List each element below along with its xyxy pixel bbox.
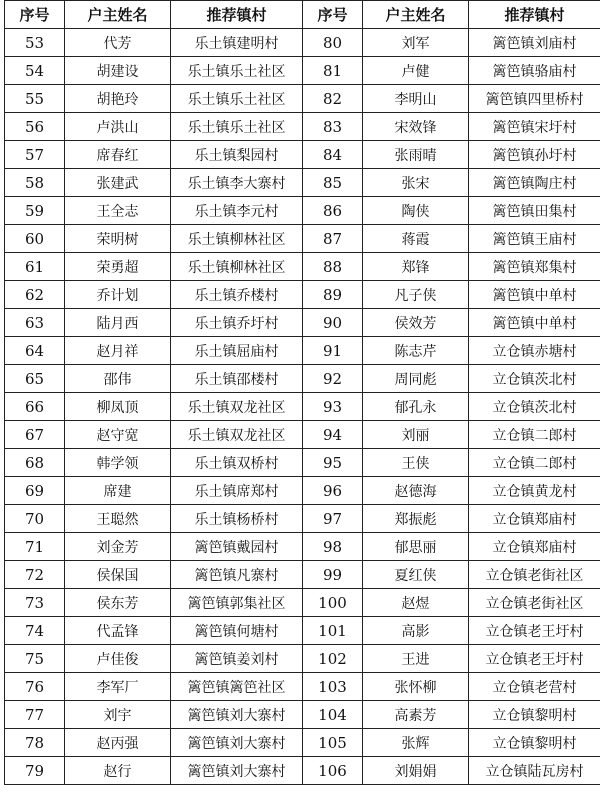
householder-name-cell: 高素芳	[363, 701, 469, 729]
town-village-cell: 篱笆镇中单村	[469, 281, 600, 309]
householder-name-cell: 赵德海	[363, 477, 469, 505]
town-village-cell: 乐土镇柳林社区	[171, 253, 303, 281]
householder-name-cell: 刘宇	[65, 701, 171, 729]
town-village-cell: 篱笆镇郑集村	[469, 253, 600, 281]
table-row	[5, 225, 600, 253]
town-village-cell: 乐土镇双龙社区	[171, 421, 303, 449]
serial-cell: 67	[5, 421, 65, 449]
town-village-cell: 篱笆镇刘庙村	[469, 29, 600, 57]
town-village-cell: 乐土镇杨桥村	[171, 505, 303, 533]
serial-cell: 75	[5, 645, 65, 673]
serial-cell: 73	[5, 589, 65, 617]
town-village-cell: 篱笆镇王庙村	[469, 225, 600, 253]
serial-cell: 68	[5, 449, 65, 477]
householder-name-cell: 周同彪	[363, 365, 469, 393]
town-village-cell: 篱笆镇陶庄村	[469, 169, 600, 197]
town-village-cell: 乐土镇梨园村	[171, 141, 303, 169]
serial-cell: 93	[303, 393, 363, 421]
serial-cell: 96	[303, 477, 363, 505]
householder-name-cell: 郑振彪	[363, 505, 469, 533]
table-row	[5, 57, 600, 85]
householder-name-cell: 赵守宽	[65, 421, 171, 449]
serial-cell: 100	[303, 589, 363, 617]
serial-cell: 91	[303, 337, 363, 365]
serial-cell: 106	[303, 757, 363, 785]
town-village-cell: 篱笆镇中单村	[469, 309, 600, 337]
table-row	[5, 253, 600, 281]
town-village-cell: 篱笆镇篱笆社区	[171, 673, 303, 701]
serial-cell: 74	[5, 617, 65, 645]
serial-cell: 61	[5, 253, 65, 281]
householder-name-cell: 柳凤顶	[65, 393, 171, 421]
serial-cell: 66	[5, 393, 65, 421]
serial-cell: 71	[5, 533, 65, 561]
serial-cell: 86	[303, 197, 363, 225]
table-row	[5, 393, 600, 421]
town-village-cell: 乐土镇柳林社区	[171, 225, 303, 253]
town-village-cell: 篱笆镇姜刘村	[171, 645, 303, 673]
town-village-cell: 乐土镇李元村	[171, 197, 303, 225]
serial-cell: 102	[303, 645, 363, 673]
serial-cell: 101	[303, 617, 363, 645]
householder-name-cell: 卢佳俊	[65, 645, 171, 673]
householder-name-cell: 宋效锋	[363, 113, 469, 141]
householder-name-cell: 席春红	[65, 141, 171, 169]
serial-cell: 79	[5, 757, 65, 785]
town-village-cell: 乐土镇双桥村	[171, 449, 303, 477]
table-row	[5, 617, 600, 645]
householder-name-cell: 乔计划	[65, 281, 171, 309]
householder-name-cell: 张辉	[363, 729, 469, 757]
town-village-cell: 立仓镇黄龙村	[469, 477, 600, 505]
serial-cell: 57	[5, 141, 65, 169]
table-body	[5, 29, 600, 785]
householder-name-cell: 夏红侠	[363, 561, 469, 589]
householder-name-cell: 郁思丽	[363, 533, 469, 561]
householder-name-cell: 凡子侠	[363, 281, 469, 309]
serial-cell: 82	[303, 85, 363, 113]
town-village-cell: 乐土镇乐土社区	[171, 85, 303, 113]
town-village-cell: 立仓镇赤塘村	[469, 337, 600, 365]
householder-name-cell: 刘娟娟	[363, 757, 469, 785]
table-row	[5, 309, 600, 337]
householder-name-cell: 侯保国	[65, 561, 171, 589]
header-serial-left: 序号	[5, 1, 65, 29]
serial-cell: 92	[303, 365, 363, 393]
town-village-cell: 立仓镇二郎村	[469, 421, 600, 449]
serial-cell: 90	[303, 309, 363, 337]
town-village-cell: 乐土镇乐土社区	[171, 57, 303, 85]
serial-cell: 97	[303, 505, 363, 533]
householder-name-cell: 荣明树	[65, 225, 171, 253]
householder-name-cell: 蒋霞	[363, 225, 469, 253]
town-village-cell: 立仓镇黎明村	[469, 729, 600, 757]
householder-name-cell: 刘丽	[363, 421, 469, 449]
serial-cell: 56	[5, 113, 65, 141]
town-village-cell: 乐土镇乔楼村	[171, 281, 303, 309]
town-village-cell: 乐土镇双龙社区	[171, 393, 303, 421]
table-row	[5, 113, 600, 141]
serial-cell: 76	[5, 673, 65, 701]
table-row	[5, 673, 600, 701]
town-village-cell: 立仓镇老街社区	[469, 561, 600, 589]
serial-cell: 85	[303, 169, 363, 197]
serial-cell: 83	[303, 113, 363, 141]
table-row	[5, 421, 600, 449]
householder-name-cell: 代芳	[65, 29, 171, 57]
serial-cell: 99	[303, 561, 363, 589]
table-row	[5, 337, 600, 365]
serial-cell: 78	[5, 729, 65, 757]
serial-cell: 88	[303, 253, 363, 281]
town-village-cell: 立仓镇郑庙村	[469, 505, 600, 533]
table-row	[5, 197, 600, 225]
serial-cell: 64	[5, 337, 65, 365]
table-row	[5, 561, 600, 589]
town-village-cell: 篱笆镇骆庙村	[469, 57, 600, 85]
table-row	[5, 85, 600, 113]
town-village-cell: 篱笆镇宋圩村	[469, 113, 600, 141]
town-village-cell: 立仓镇老王圩村	[469, 645, 600, 673]
householder-name-cell: 卢洪山	[65, 113, 171, 141]
householder-name-cell: 侯效芳	[363, 309, 469, 337]
householder-name-cell: 陶侠	[363, 197, 469, 225]
table-row	[5, 729, 600, 757]
recommendation-table	[4, 0, 600, 785]
serial-cell: 58	[5, 169, 65, 197]
householder-name-cell: 王侠	[363, 449, 469, 477]
householder-name-cell: 张雨晴	[363, 141, 469, 169]
serial-cell: 62	[5, 281, 65, 309]
serial-cell: 63	[5, 309, 65, 337]
table-row	[5, 757, 600, 785]
serial-cell: 89	[303, 281, 363, 309]
table-row	[5, 281, 600, 309]
serial-cell: 65	[5, 365, 65, 393]
town-village-cell: 立仓镇老营村	[469, 673, 600, 701]
householder-name-cell: 高影	[363, 617, 469, 645]
table-row	[5, 505, 600, 533]
serial-cell: 84	[303, 141, 363, 169]
town-village-cell: 乐土镇乔圩村	[171, 309, 303, 337]
header-serial-right: 序号	[303, 1, 363, 29]
table-row	[5, 589, 600, 617]
town-village-cell: 立仓镇陆瓦房村	[469, 757, 600, 785]
serial-cell: 104	[303, 701, 363, 729]
town-village-cell: 立仓镇二郎村	[469, 449, 600, 477]
town-village-cell: 篱笆镇刘大寨村	[171, 701, 303, 729]
serial-cell: 80	[303, 29, 363, 57]
town-village-cell: 篱笆镇四里桥村	[469, 85, 600, 113]
town-village-cell: 篱笆镇凡寨村	[171, 561, 303, 589]
table-row	[5, 533, 600, 561]
householder-name-cell: 李军厂	[65, 673, 171, 701]
town-village-cell: 篱笆镇田集村	[469, 197, 600, 225]
town-village-cell: 立仓镇老王圩村	[469, 617, 600, 645]
town-village-cell: 立仓镇老街社区	[469, 589, 600, 617]
serial-cell: 69	[5, 477, 65, 505]
serial-cell: 72	[5, 561, 65, 589]
table-row	[5, 29, 600, 57]
householder-name-cell: 代孟锋	[65, 617, 171, 645]
serial-cell: 87	[303, 225, 363, 253]
header-householder-right: 户主姓名	[363, 1, 469, 29]
town-village-cell: 篱笆镇郭集社区	[171, 589, 303, 617]
householder-name-cell: 李明山	[363, 85, 469, 113]
householder-name-cell: 张建武	[65, 169, 171, 197]
table-row	[5, 449, 600, 477]
header-householder-left: 户主姓名	[65, 1, 171, 29]
header-town-village-right: 推荐镇村	[469, 1, 600, 29]
town-village-cell: 篱笆镇刘大寨村	[171, 729, 303, 757]
town-village-cell: 立仓镇黎明村	[469, 701, 600, 729]
householder-name-cell: 赵丙强	[65, 729, 171, 757]
householder-name-cell: 张宋	[363, 169, 469, 197]
householder-name-cell: 胡艳玲	[65, 85, 171, 113]
serial-cell: 53	[5, 29, 65, 57]
householder-name-cell: 王聪然	[65, 505, 171, 533]
householder-name-cell: 刘军	[363, 29, 469, 57]
householder-name-cell: 张怀柳	[363, 673, 469, 701]
town-village-cell: 立仓镇郑庙村	[469, 533, 600, 561]
householder-name-cell: 荣勇超	[65, 253, 171, 281]
householder-name-cell: 席建	[65, 477, 171, 505]
householder-name-cell: 邵伟	[65, 365, 171, 393]
serial-cell: 98	[303, 533, 363, 561]
town-village-cell: 乐土镇建明村	[171, 29, 303, 57]
householder-name-cell: 赵煜	[363, 589, 469, 617]
town-village-cell: 乐土镇乐土社区	[171, 113, 303, 141]
table-row	[5, 645, 600, 673]
householder-name-cell: 郑锋	[363, 253, 469, 281]
table-row	[5, 169, 600, 197]
serial-cell: 54	[5, 57, 65, 85]
header-row	[5, 1, 600, 29]
householder-name-cell: 侯东芳	[65, 589, 171, 617]
serial-cell: 77	[5, 701, 65, 729]
householder-name-cell: 赵行	[65, 757, 171, 785]
town-village-cell: 立仓镇茨北村	[469, 365, 600, 393]
town-village-cell: 立仓镇茨北村	[469, 393, 600, 421]
table-row	[5, 141, 600, 169]
householder-name-cell: 陈志芹	[363, 337, 469, 365]
householder-name-cell: 胡建设	[65, 57, 171, 85]
town-village-cell: 篱笆镇戴园村	[171, 533, 303, 561]
table-row	[5, 477, 600, 505]
householder-name-cell: 王全志	[65, 197, 171, 225]
serial-cell: 70	[5, 505, 65, 533]
householder-name-cell: 刘金芳	[65, 533, 171, 561]
serial-cell: 60	[5, 225, 65, 253]
serial-cell: 59	[5, 197, 65, 225]
town-village-cell: 篱笆镇孙圩村	[469, 141, 600, 169]
serial-cell: 95	[303, 449, 363, 477]
serial-cell: 105	[303, 729, 363, 757]
header-town-village-left: 推荐镇村	[171, 1, 303, 29]
town-village-cell: 篱笆镇刘大寨村	[171, 757, 303, 785]
town-village-cell: 乐土镇李大寨村	[171, 169, 303, 197]
town-village-cell: 乐土镇席郑村	[171, 477, 303, 505]
serial-cell: 94	[303, 421, 363, 449]
householder-name-cell: 卢健	[363, 57, 469, 85]
serial-cell: 81	[303, 57, 363, 85]
table-row	[5, 365, 600, 393]
town-village-cell: 乐土镇邵楼村	[171, 365, 303, 393]
householder-name-cell: 郁孔永	[363, 393, 469, 421]
householder-name-cell: 王进	[363, 645, 469, 673]
householder-name-cell: 韩学领	[65, 449, 171, 477]
serial-cell: 55	[5, 85, 65, 113]
town-village-cell: 乐土镇屈庙村	[171, 337, 303, 365]
serial-cell: 103	[303, 673, 363, 701]
table-row	[5, 701, 600, 729]
householder-name-cell: 陆月西	[65, 309, 171, 337]
householder-name-cell: 赵月祥	[65, 337, 171, 365]
town-village-cell: 篱笆镇何塘村	[171, 617, 303, 645]
